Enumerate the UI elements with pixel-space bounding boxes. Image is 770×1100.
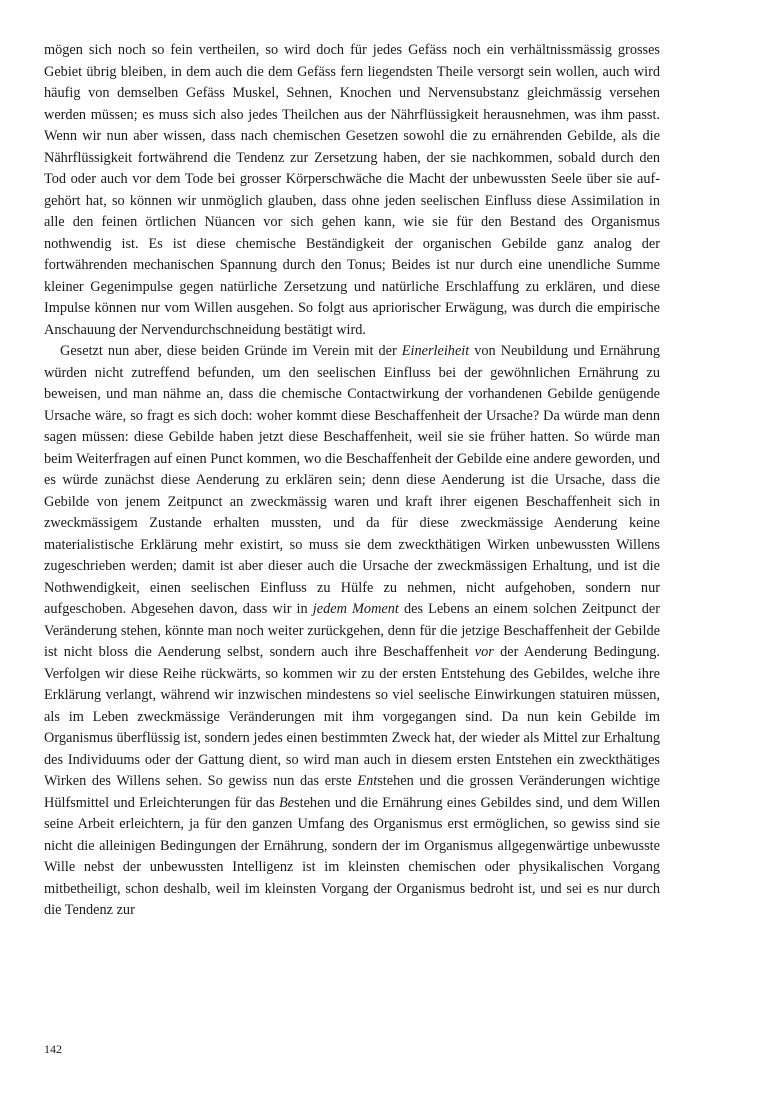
paragraph-1-text: mögen sich noch so fein vertheilen, so wird doch für jedes Gefäss noch ein verhältnissmässig grosses Gebiet übrig bleiben, in dem auch die dem Gefäss fern liegendsten Theile versorgt sein wollen, auch wird häufig von demselben Gefäss Muskel, Sehnen, Knochen und Nervensubstanz gleichmässig versehen werden müssen; es muss sich also jedes Theilchen aus der Nährflüssigkeit herausnehmen, was ihm passt. Wenn wir nun aber wissen, dass nach chemischen Gesetzen sowohl die zu ernährenden Gebilde, als die Nährflüssigkeit fortwährend die Tendenz zur Zersetzung haben, der sie nachkommen, sobald durch den Tod oder auch vor dem Tode bei grosser Körperschwäche die Macht der unbewussten Seele über sie aufgehört hat, so können wir unmöglich glauben, dass ohne jeden seelischen Einfluss diese Assimilation in alle den feinen örtlichen Nüancen vor sich gehen kann, wie sie für den Bestand des Organismus nothwendig ist. Es ist diese chemische Beständigkeit der organischen Gebilde ganz analog der fortwährenden mechanischen Spannung durch den Tonus; Beides ist nur durch eine unendliche Summe kleiner Gegenimpulse gegen natürliche Zersetzung und natürliche Erschlaffung zu erklären, und diese Impulse können nur vom Willen ausgehen. So folgt aus apriorischer Erwägung, was durch die empirische Anschauung der Nervendurchschneidung bestätigt wird. bbox=[44, 42, 660, 338]
paragraph-2-text: von Neubildung und Ernährung würden nicht zutreffend befunden, um den seelischen Einfluss bei der gewöhnlichen Ernährung zu beweisen, und man nähme an, dass die chemische Contactwirkung der vorhandenen Gebilde genügende Ursache wäre, so fragt es sich doch: woher kommt diese Beschaffenheit der Ursache? Da würde man denn sagen müssen: diese Gebilde haben jetzt diese Beschaffenheit, weil sie sie früher hatten. So würde man beim Weiterfragen auf einen Punct kommen, wo die Beschaffenheit der Gebilde eine andere geworden, und es würde zunächst diese Aenderung zu erklären sein; denn diese Aenderung ist die Ursache, dass die Gebilde von jenem Zeitpunct an zweckmässig waren und kraft ihrer eigenen Beschaffenheit sich in zweckmässigem Zustande erhalten mussten, und da für diese zweckmässige Aenderung keine materialistische Erklärung mehr existirt, so muss sie dem zweckthätigen Wirken unbewussten Willens zugeschrieben werden; damit ist aber dieser auch die Ursache der zweckmässigen Erhaltung, und ist die Nothwendigkeit, einen seelischen Einfluss zu Hülfe zu nehmen, nicht aufgehoben, sondern nur aufgeschoben. Abgesehen davon, dass wir in bbox=[44, 343, 660, 617]
paragraph-2-text: Gesetzt nun aber, diese beiden Gründe im Verein mit der bbox=[60, 343, 402, 359]
paragraph-1 bbox=[44, 40, 660, 341]
emphasis-be: Be bbox=[278, 794, 295, 811]
emphasis-jedem-moment: jedem Moment bbox=[312, 601, 399, 617]
paragraph-2-text: der Aenderung Bedingung. Verfolgen wir diese Reihe rückwärts, so kommen wir zu der ersten Entstehung des Gebildes, welche ihre Erklärung verlangt, während wir inzwischen mindestens so viel seelische Einwirkungen statuiren müssen, als im Leben zweckmässige Veränderungen mit ihm vorgegangen sind. Da nun kein Gebilde im Organismus überflüssig ist, sondern jedes einen bestimmten Zweck hat, der wieder als Mittel zur Erhaltung des Individuums oder der Gattung dient, so wird man auch in diesem ersten Entstehen ein zweckthätiges Wirken des Willens sehen. So gewiss nun das erste bbox=[44, 644, 661, 789]
emphasis-vor: vor bbox=[474, 644, 494, 660]
page-number: 142 bbox=[44, 1042, 62, 1056]
paragraph-2-text: stehen und die grossen Veränderungen wichtige Hülfsmittel und Erleichterungen für das bbox=[44, 773, 660, 811]
paragraph-2 bbox=[44, 341, 660, 922]
page-body bbox=[44, 40, 660, 922]
paragraph-2-text: des Lebens an einem solchen Zeitpunct der Veränderung stehen, könnte man noch weiter zurückgehen, denn für die jetzige Beschaffenheit der Gebilde ist nicht bloss die Aenderung selbst, sondern auch ihre Beschaffenheit bbox=[44, 601, 660, 660]
emphasis-einerleiheit: Einerleiheit bbox=[401, 343, 470, 359]
paragraph-2-text: stehen und die Ernährung eines Gebildes sind, und dem Willen seine Arbeit erleichtern, ja für den ganzen Umfang des Organismus erst ermöglichen, so gewiss sind sie nicht die alleinigen Bedingungen der Ernährung, sondern der im Organismus allgegenwärtige unbewusste Wille nebst der unbewussten Intelligenz ist im kleinsten chemischen oder physikalischen Vorgang mitbetheiligt, schon deshalb, weil im kleinsten Vorgang der Organismus bedroht ist, und sei es nur durch die Tendenz zur bbox=[44, 794, 660, 918]
emphasis-ent: Ent bbox=[357, 773, 378, 789]
